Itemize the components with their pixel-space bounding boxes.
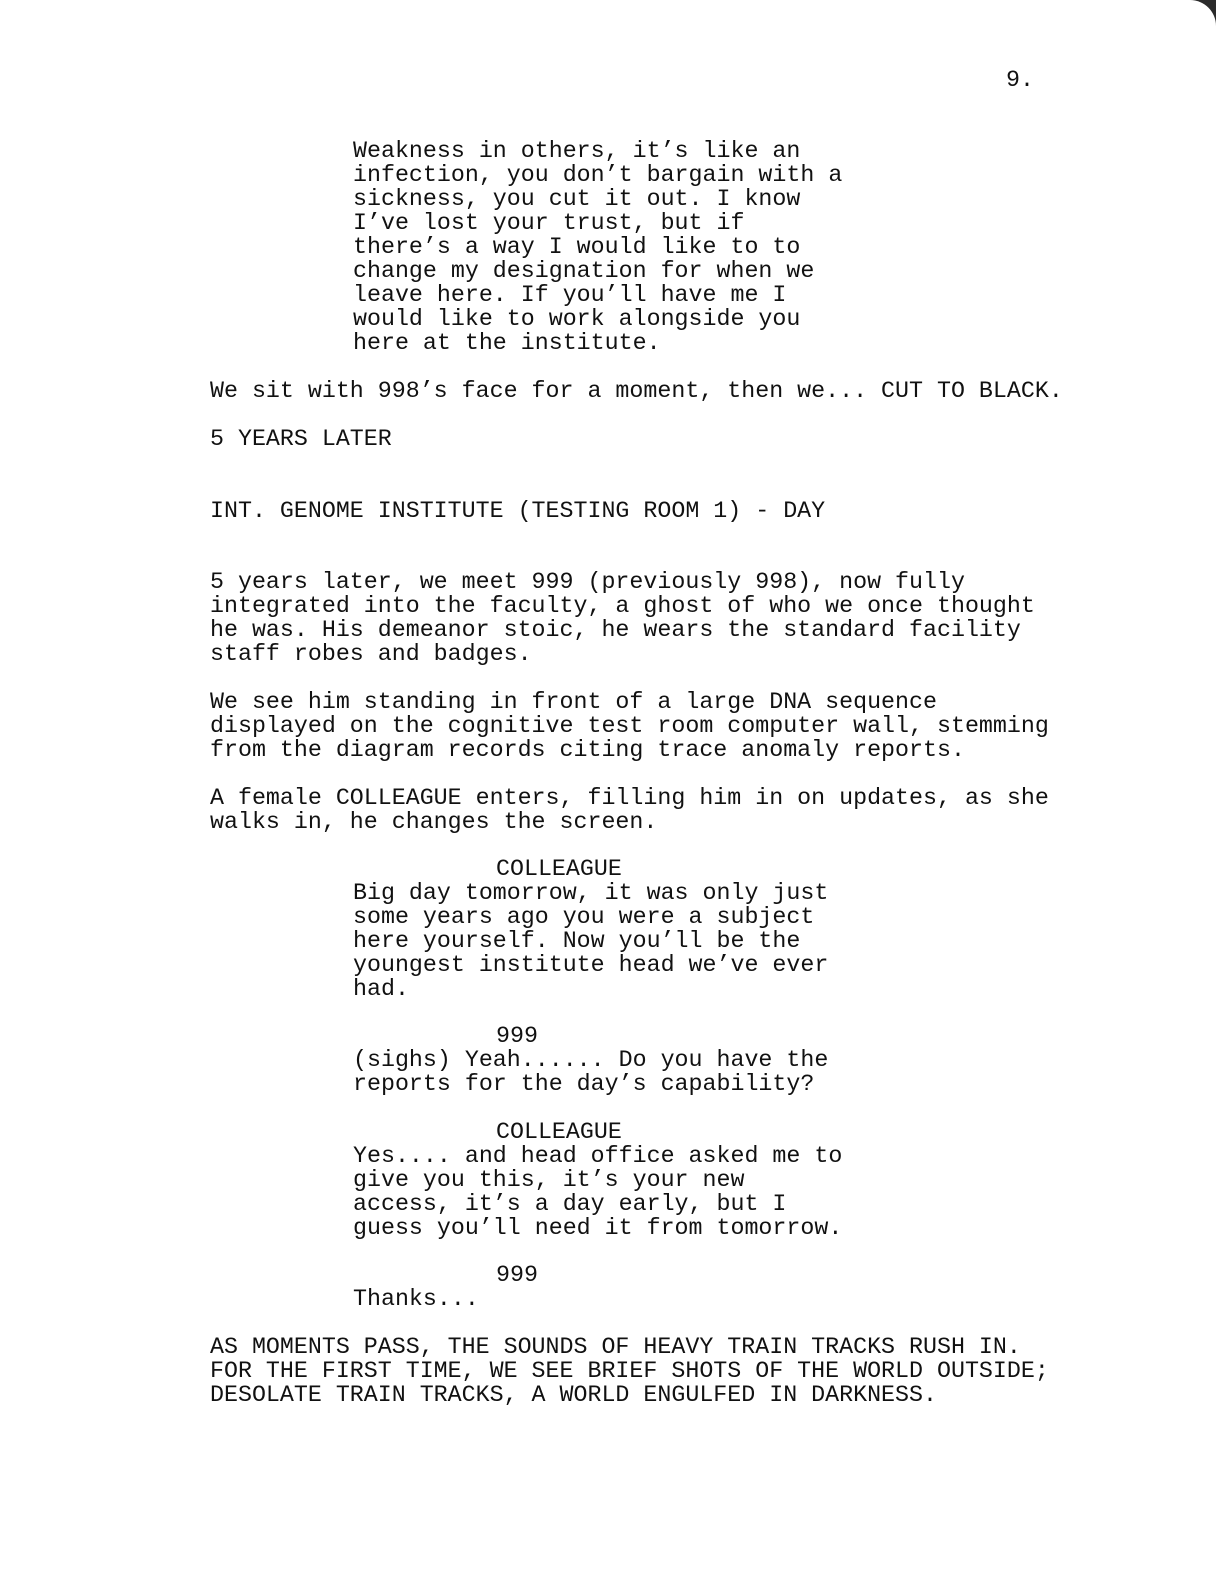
character-name: COLLEAGUE <box>496 1119 622 1145</box>
transition-line: 5 YEARS LATER <box>210 426 392 452</box>
action-line: 5 years later, we meet 999 (previously 998), now fully <box>210 569 965 595</box>
dialogue-line: Thanks... <box>353 1286 479 1312</box>
action-line: integrated into the faculty, a ghost of who we once thought <box>210 593 1035 619</box>
action-line: staff robes and badges. <box>210 641 532 667</box>
dialogue-line: reports for the day’s capability? <box>353 1071 815 1097</box>
action-line: FOR THE FIRST TIME, WE SEE BRIEF SHOTS OF THE WORLD OUTSIDE; <box>210 1358 1049 1384</box>
dialogue-line: change my designation for when we <box>353 258 815 284</box>
dialogue-line: I’ve lost your trust, but if <box>353 210 745 236</box>
dialogue-line: infection, you don’t bargain with a <box>353 162 843 188</box>
scene-heading: INT. GENOME INSTITUTE (TESTING ROOM 1) - DAY <box>210 498 826 524</box>
character-name: COLLEAGUE <box>496 856 622 882</box>
dialogue-line: guess you’ll need it from tomorrow. <box>353 1215 843 1241</box>
dialogue-line: had. <box>353 976 409 1002</box>
dialogue-line: here at the institute. <box>353 330 661 356</box>
dialogue-line: (sighs) Yeah...... Do you have the <box>353 1047 829 1073</box>
action-line: from the diagram records citing trace anomaly reports. <box>210 737 965 763</box>
dialogue-line: Weakness in others, it’s like an <box>353 138 801 164</box>
dialogue-line: would like to work alongside you <box>353 306 801 332</box>
dialogue-line: some years ago you were a subject <box>353 904 815 930</box>
dialogue-line: Yes.... and head office asked me to <box>353 1143 843 1169</box>
action-line: We sit with 998’s face for a moment, then we... CUT TO BLACK. <box>210 378 1063 404</box>
character-name: 999 <box>496 1023 538 1049</box>
dialogue-line: give you this, it’s your new <box>353 1167 745 1193</box>
dialogue-line: leave here. If you’ll have me I <box>353 282 787 308</box>
action-line: AS MOMENTS PASS, THE SOUNDS OF HEAVY TRAIN TRACKS RUSH IN. <box>210 1334 1021 1360</box>
action-line: We see him standing in front of a large DNA sequence <box>210 689 937 715</box>
dialogue-line: Big day tomorrow, it was only just <box>353 880 829 906</box>
dialogue-line: sickness, you cut it out. I know <box>353 186 801 212</box>
character-name: 999 <box>496 1262 538 1288</box>
dialogue-line: access, it’s a day early, but I <box>353 1191 787 1217</box>
dialogue-line: youngest institute head we’ve ever <box>353 952 829 978</box>
action-line: walks in, he changes the screen. <box>210 809 658 835</box>
dialogue-line: here yourself. Now you’ll be the <box>353 928 801 954</box>
dialogue-line: there’s a way I would like to to <box>353 234 801 260</box>
action-line: DESOLATE TRAIN TRACKS, A WORLD ENGULFED IN DARKNESS. <box>210 1382 937 1408</box>
action-line: displayed on the cognitive test room computer wall, stemming <box>210 713 1049 739</box>
page-number: 9. <box>1006 67 1034 93</box>
action-line: A female COLLEAGUE enters, filling him in on updates, as she <box>210 785 1049 811</box>
action-line: he was. His demeanor stoic, he wears the standard facility <box>210 617 1021 643</box>
